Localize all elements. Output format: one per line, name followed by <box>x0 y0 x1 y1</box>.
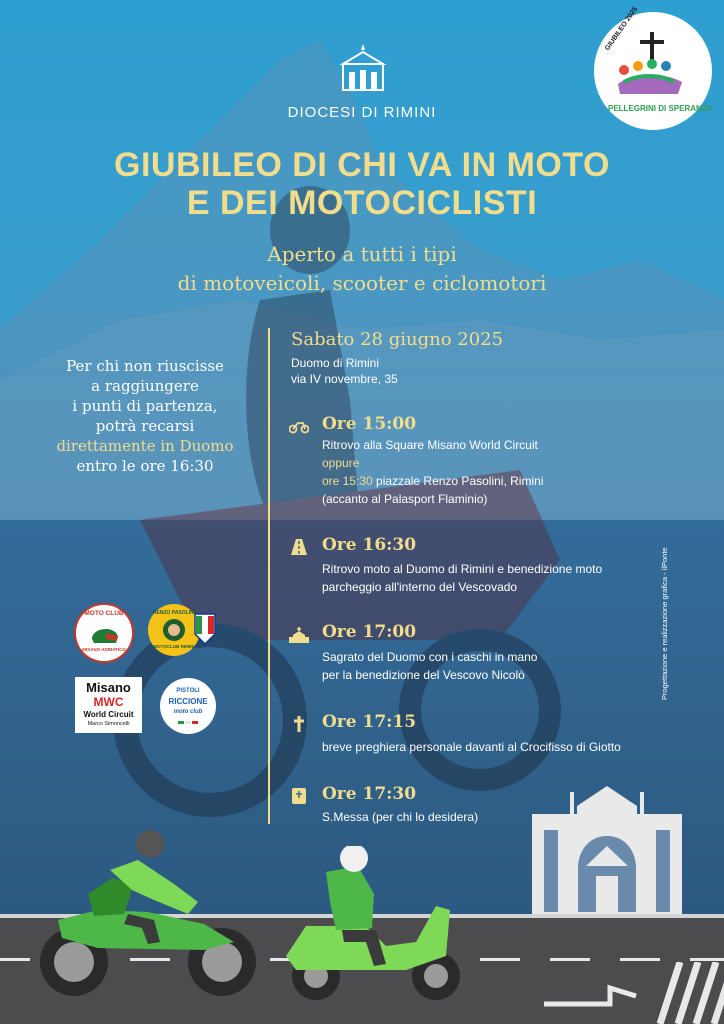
graphic-credit: Progettazione e realizzazione grafica - ilPonte <box>660 547 669 700</box>
logo-text: MISANO ADRIATICO <box>82 647 126 652</box>
left-note-line: potrà recarsi <box>95 417 195 435</box>
schedule-line: parcheggio all'interno del Vescovado <box>322 580 518 594</box>
road-arrow-icon <box>540 982 640 1012</box>
logo-text: PISTOLI <box>176 688 200 694</box>
left-note-line: Per chi non riuscisse <box>66 357 224 375</box>
jubilee-motto: PELLEGRINI DI SPERANZA <box>608 104 713 113</box>
schedule-line: Ritrovo moto al Duomo di Rimini e benedizione moto <box>322 562 603 576</box>
left-note <box>50 356 240 476</box>
church-icon <box>289 626 309 644</box>
road-marking <box>690 958 724 961</box>
schedule-line: Sagrato del Duomo con i caschi in mano <box>322 650 538 664</box>
moto-club-riccione-logo <box>160 678 216 734</box>
road-marking <box>620 958 660 961</box>
motorcycle-icon <box>289 418 309 436</box>
road-marking <box>550 958 590 961</box>
schedule-or: oppure <box>322 456 360 470</box>
helmet-icon <box>76 605 132 661</box>
schedule-details <box>322 738 621 756</box>
flag-stripe-icon <box>160 678 216 734</box>
event-address: via IV novembre, 35 <box>291 372 398 386</box>
sport-bike-rider-illustration <box>28 824 268 1004</box>
schedule-time: Ore 17:15 <box>322 712 417 732</box>
road-marking <box>0 958 30 961</box>
schedule-details <box>322 808 478 826</box>
schedule-line: S.Messa (per chi lo desidera) <box>322 810 479 824</box>
cathedral-logo-icon <box>339 42 387 92</box>
italian-flag-shield-icon <box>193 612 217 646</box>
logo-text: RENZO PASOLINI <box>152 610 196 616</box>
cathedral-facade-illustration <box>532 784 682 918</box>
schedule-time: Ore 17:00 <box>322 622 417 642</box>
logo-text: Marco Simoncelli <box>87 721 130 727</box>
event-date: Sabato 28 giugno 2025 <box>291 329 504 350</box>
subtitle-line-2: di motoveicoli, scooter e ciclomotori <box>177 271 547 295</box>
subtitle <box>0 240 724 298</box>
scooter-rider-illustration <box>286 846 466 1004</box>
schedule-line: breve preghiera personale davanti al Crocifisso di Giotto <box>322 740 621 754</box>
logo-text: MOTO CLUB <box>84 610 124 617</box>
schedule-alt-time: ore 15:30 <box>322 474 373 488</box>
schedule-time: Ore 17:30 <box>322 784 417 804</box>
title-line-2: E DEI MOTOCICLISTI <box>186 184 538 222</box>
schedule-time: Ore 15:00 <box>322 414 417 434</box>
logo-text: MWC <box>93 695 124 709</box>
schedule-alt-place: piazzale Renzo Pasolini, Rimini <box>372 474 544 488</box>
schedule-line: per la benedizione del Vescovo Nicolò <box>322 668 525 682</box>
timeline-line <box>268 328 270 824</box>
left-note-line: i punti di partenza, <box>72 397 218 415</box>
event-place: Duomo di Rimini <box>291 356 380 370</box>
subtitle-line-1: Aperto a tutti i tipi <box>267 242 457 266</box>
schedule-details <box>322 436 543 508</box>
jubilee-year: GIUBILEO 2025 <box>604 5 640 53</box>
diocese-name: DIOCESI DI RIMINI <box>287 104 437 121</box>
left-note-line: a raggiungere <box>91 377 199 395</box>
left-note-line-highlight: direttamente in Duomo <box>56 437 234 455</box>
page-title <box>0 146 724 222</box>
road-icon <box>289 538 309 556</box>
cross-icon <box>289 715 309 733</box>
logo-text: World Circuit <box>83 710 134 719</box>
logo-text: RICCIONE <box>168 697 208 706</box>
road-marking <box>480 958 520 961</box>
logo-text: Misano <box>86 680 131 695</box>
left-note-line: entro le ore 16:30 <box>76 457 214 475</box>
misano-world-circuit-logo <box>75 677 142 733</box>
schedule-details <box>322 560 602 596</box>
schedule-line: (accanto al Palasport Flaminio) <box>322 492 488 506</box>
schedule-line: Ritrovo alla Square Misano World Circuit <box>322 438 538 452</box>
logo-text: moto club <box>173 709 203 715</box>
title-line-1: GIUBILEO DI CHI VA IN MOTO <box>114 146 610 184</box>
book-icon <box>289 787 309 805</box>
jubilee-logo <box>594 5 713 130</box>
schedule-time: Ore 16:30 <box>322 535 417 555</box>
crosswalk <box>650 962 724 1024</box>
schedule-line <box>322 472 543 490</box>
schedule-details <box>322 648 537 684</box>
moto-club-misano-logo <box>74 603 134 663</box>
logo-text: MOTOCLUB RIMINI <box>153 644 195 649</box>
